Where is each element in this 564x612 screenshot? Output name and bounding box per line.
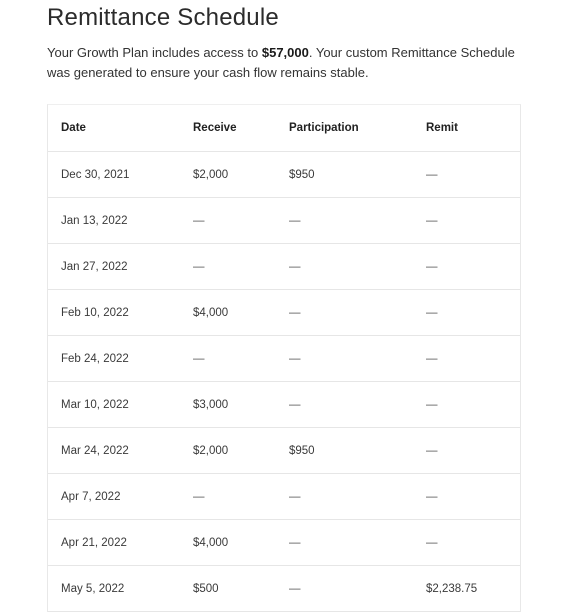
- cell-receive: —: [193, 336, 289, 382]
- column-header-remit: Remit: [426, 105, 520, 152]
- intro-prefix: Your Growth Plan includes access to: [47, 45, 262, 60]
- table-row: [48, 382, 520, 428]
- cell-participation: —: [289, 290, 426, 336]
- column-header-participation: Participation: [289, 105, 426, 152]
- cell-remit: —: [426, 152, 520, 198]
- cell-participation: —: [289, 198, 426, 244]
- cell-receive: —: [193, 198, 289, 244]
- column-header-receive: Receive: [193, 105, 289, 152]
- cell-remit: —: [426, 382, 520, 428]
- cell-participation: $950: [289, 428, 426, 474]
- cell-remit: —: [426, 336, 520, 382]
- cell-participation: —: [289, 382, 426, 428]
- table-row: [48, 520, 520, 566]
- plan-description: [47, 43, 527, 83]
- table-row: [48, 566, 520, 612]
- cell-receive: $500: [193, 566, 289, 612]
- cell-participation: —: [289, 336, 426, 382]
- table-row: [48, 198, 520, 244]
- intro-suffix: . Your custom Remittance Schedule was generated to ensure your cash flow remains stable.: [47, 45, 515, 80]
- cell-remit: —: [426, 474, 520, 520]
- cell-receive: $2,000: [193, 152, 289, 198]
- cell-receive: $4,000: [193, 520, 289, 566]
- table-row: [48, 244, 520, 290]
- column-header-date: Date: [48, 105, 193, 152]
- cell-date: May 5, 2022: [48, 566, 193, 612]
- cell-participation: —: [289, 566, 426, 612]
- table-row: [48, 290, 520, 336]
- cell-date: Feb 10, 2022: [48, 290, 193, 336]
- cell-remit: —: [426, 244, 520, 290]
- cell-receive: $2,000: [193, 428, 289, 474]
- cell-receive: —: [193, 244, 289, 290]
- cell-date: Apr 21, 2022: [48, 520, 193, 566]
- page-title: Remittance Schedule: [47, 4, 279, 31]
- table-row: [48, 474, 520, 520]
- cell-remit: —: [426, 520, 520, 566]
- cell-participation: —: [289, 244, 426, 290]
- table-row: [48, 428, 520, 474]
- cell-participation: —: [289, 520, 426, 566]
- table-row: [48, 152, 520, 198]
- cell-participation: $950: [289, 152, 426, 198]
- cell-remit: $2,238.75: [426, 566, 520, 612]
- cell-remit: —: [426, 428, 520, 474]
- cell-date: Feb 24, 2022: [48, 336, 193, 382]
- remittance-table-container: [47, 104, 521, 612]
- cell-participation: —: [289, 474, 426, 520]
- cell-remit: —: [426, 198, 520, 244]
- cell-date: Mar 24, 2022: [48, 428, 193, 474]
- cell-date: Jan 13, 2022: [48, 198, 193, 244]
- cell-receive: —: [193, 474, 289, 520]
- cell-remit: —: [426, 290, 520, 336]
- cell-date: Mar 10, 2022: [48, 382, 193, 428]
- cell-receive: $4,000: [193, 290, 289, 336]
- cell-date: Apr 7, 2022: [48, 474, 193, 520]
- plan-amount: $57,000: [261, 45, 309, 60]
- cell-date: Jan 27, 2022: [48, 244, 193, 290]
- table-row: [48, 336, 520, 382]
- remittance-table: [48, 105, 520, 612]
- cell-date: Dec 30, 2021: [48, 152, 193, 198]
- cell-receive: $3,000: [193, 382, 289, 428]
- table-header-row: [48, 105, 520, 152]
